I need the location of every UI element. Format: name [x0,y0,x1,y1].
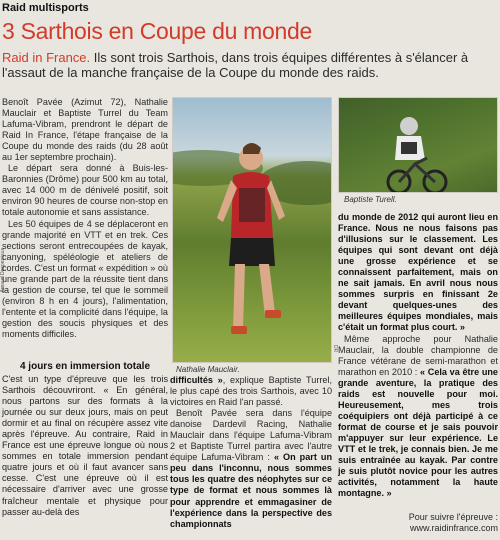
column-2 [170,375,332,530]
photo-caption-2: Baptiste Turell. [344,195,397,204]
section-rubric: Raid multisports [2,2,89,14]
quote-pavee: « On part un peu dans l'inconnu, nous sommes tous les quatre des néophytes sur ce type de format et nous sommes là pour apprendre et emmagasiner de l'expérience dans la perspective des championnats [170,452,332,529]
quote-turrel: « En général, nous partons sur des formats à la journée ou sur deux jours, mais on peut dormir et au final on récupère assez vite après l'épreuve. Au contraire, Raid in France est une épreuve longue où nous sommes en totale immersion pendant quatre jours et où il faut avancer sans cesse. C'est une épreuve où il est nécessaire d'arriver avec une grosse fraîcheur mentale et physique pour passer au-delà des [2,385,168,517]
column-1 [2,97,168,340]
quote-end: difficultés » [170,375,223,385]
column-1-continued [2,374,168,518]
paragraph [170,408,332,530]
paragraph [338,334,498,500]
photo-caption-1: Nathalie Mauclair. [176,365,240,374]
photo-baptiste-turell [338,97,498,193]
photo-credit-dr: DR [332,345,338,353]
photo-credit-side: Arnaud Desperriaux [0,248,6,293]
quote-continued: du monde de 2012 qui auront lieu en France. Nous ne nous faisons pas d'illusions sur le classement. Les équipes qui sont devant ont déjà une grosse expérience et se connaissent parfaitement, mais on ne sait jamais. En avril nous nous sommes surpris en finissant 2e devant quelques-unes des meilleures équipes mondiales, mais c'était un format plus court. » [338,212,498,333]
paragraph [170,375,332,408]
standfirst [2,50,494,80]
paragraph: Benoît Pavée (Azimut 72), Nathalie Mauclair et Baptiste Turrel du Team Lafuma-Vibram, prendront le départ de Raid In France, l'étape française de la Coupe du monde des raids (du 28 août au 1er septembre prochain). [2,97,168,163]
paragraph: Les 50 équipes de 4 se déplaceront en grande majorité en VTT et en trek. Ces sections seront entrecoupées de kayak, canyoning, spéléologie et ateliers de cordes. C'est un format « expédition » où une grande part de la réussite tient dans la gestion de course, tel que le sommeil (environ 8 h en 4 jours), l'alimentation, l'entente et la complicité dans l'équipe, la gestion des soucis physiques et des moments difficiles. [2,218,168,339]
standfirst-lead: Raid in France. [2,50,91,65]
cyclist-illustration [339,98,498,193]
event-link: Pour suivre l'épreuve : www.raidinfrance.com [408,512,498,533]
quote-mauclair: « Cela va être une grande aventure, la pratique des raids est nouvelle pour moi. Heureusement, mes trois coéquipiers ont déjà participé à ce format de course et je sais pouvoir m'appuyer sur leur expérience. Le VTT et le trek, je connais bien. Je me suis entraînée au kayak. Par contre je suis plutôt novice pour les autres activités, notamment la haute montagne. » [338,366,498,499]
paragraph-intro: C'est un type d'épreuve que les trois Sarthois découvriront. [2,374,168,396]
column-3 [338,212,498,499]
paragraph: Le départ sera donné à Buis-les-Baronnies (Drôme) pour 500 km au total, avec 14 000 m de dénivelé positif, soit environ 90 heures de course non-stop en totale autonomie et sans assistance. [2,163,168,218]
runner-illustration [173,98,332,363]
standfirst-text: Ils sont trois Sarthois, dans trois équipes différentes à s'élancer à l'assaut de la manche française de la Coupe du monde des raids. [2,50,469,80]
subheading: 4 jours en immersion totale [19,361,151,372]
headline: 3 Sarthois en Coupe du monde [2,18,312,44]
attribution: , explique Baptiste Turrel, le plus capé des trois Sarthois, avec 10 victoires en Raid l'an passé. [170,375,332,408]
photo-nathalie-mauclair [172,97,332,363]
teams-text: Benoît Pavée sera dans l'équipe danoise Dardevil Racing, Nathalie Mauclair dans l'équipe Lafuma-Vibram 2 et Baptiste Turrel partira avec l'autre équipe Lafuma-Vibram : [170,408,332,463]
mauclair-intro: Même approche pour Nathalie Mauclair, la double championne de France vétérane de semi-marathon et marathon en 2010 : [338,333,498,377]
